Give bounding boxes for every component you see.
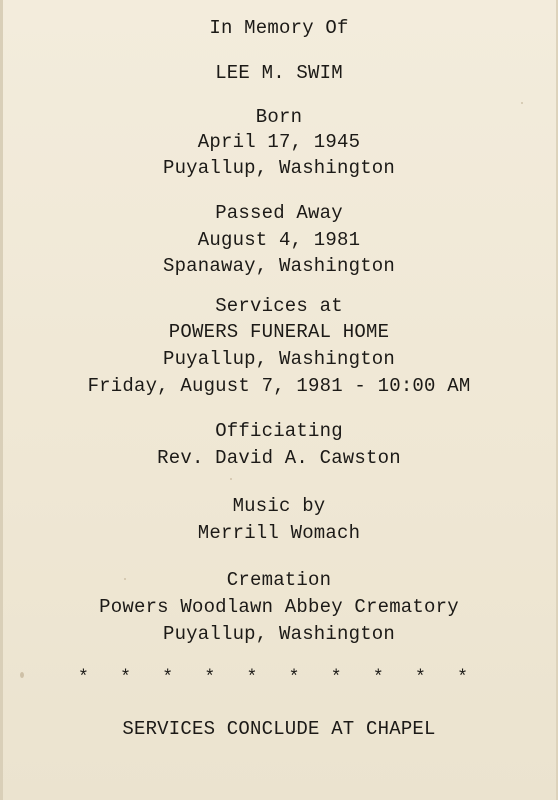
services-label: Services at <box>215 295 343 317</box>
passed-label: Passed Away <box>215 202 343 224</box>
star-divider-mark: * <box>288 668 300 688</box>
cremation-venue: Powers Woodlawn Abbey Crematory <box>99 596 459 618</box>
paper-speck <box>20 672 24 678</box>
star-divider-mark: * <box>78 668 89 688</box>
music-name: Merrill Womach <box>197 522 361 544</box>
closing-note: SERVICES CONCLUDE AT CHAPEL <box>122 718 436 740</box>
services-datetime: Friday, August 7, 1981 - 10:00 AM <box>87 375 471 397</box>
cremation-label: Cremation <box>226 569 332 591</box>
star-divider-mark: * <box>204 668 216 688</box>
star-divider-mark: * <box>120 668 131 688</box>
paper-speck <box>124 578 126 580</box>
star-divider-mark: * <box>246 668 258 688</box>
cremation-place: Puyallup, Washington <box>162 623 396 645</box>
paper-speck <box>230 478 232 480</box>
born-place: Puyallup, Washington <box>162 157 396 179</box>
paper-speck <box>521 102 523 104</box>
star-divider-mark: * <box>162 668 174 688</box>
music-label: Music by <box>232 495 326 517</box>
star-divider-mark: * <box>330 668 342 688</box>
born-date: April 17, 1945 <box>197 131 361 153</box>
services-place: Puyallup, Washington <box>162 348 396 370</box>
card-heading: In Memory Of <box>209 17 349 39</box>
services-venue: POWERS FUNERAL HOME <box>168 321 390 343</box>
passed-date: August 4, 1981 <box>197 229 361 251</box>
star-divider-mark: * <box>372 668 384 688</box>
star-divider-mark: * <box>457 668 468 688</box>
officiating-name: Rev. David A. Cawston <box>157 447 401 469</box>
born-label: Born <box>255 106 303 128</box>
officiating-label: Officiating <box>215 420 343 442</box>
star-divider <box>78 666 468 690</box>
passed-place: Spanaway, Washington <box>162 255 396 277</box>
deceased-name: LEE M. SWIM <box>215 62 343 84</box>
star-divider-mark: * <box>415 668 426 688</box>
